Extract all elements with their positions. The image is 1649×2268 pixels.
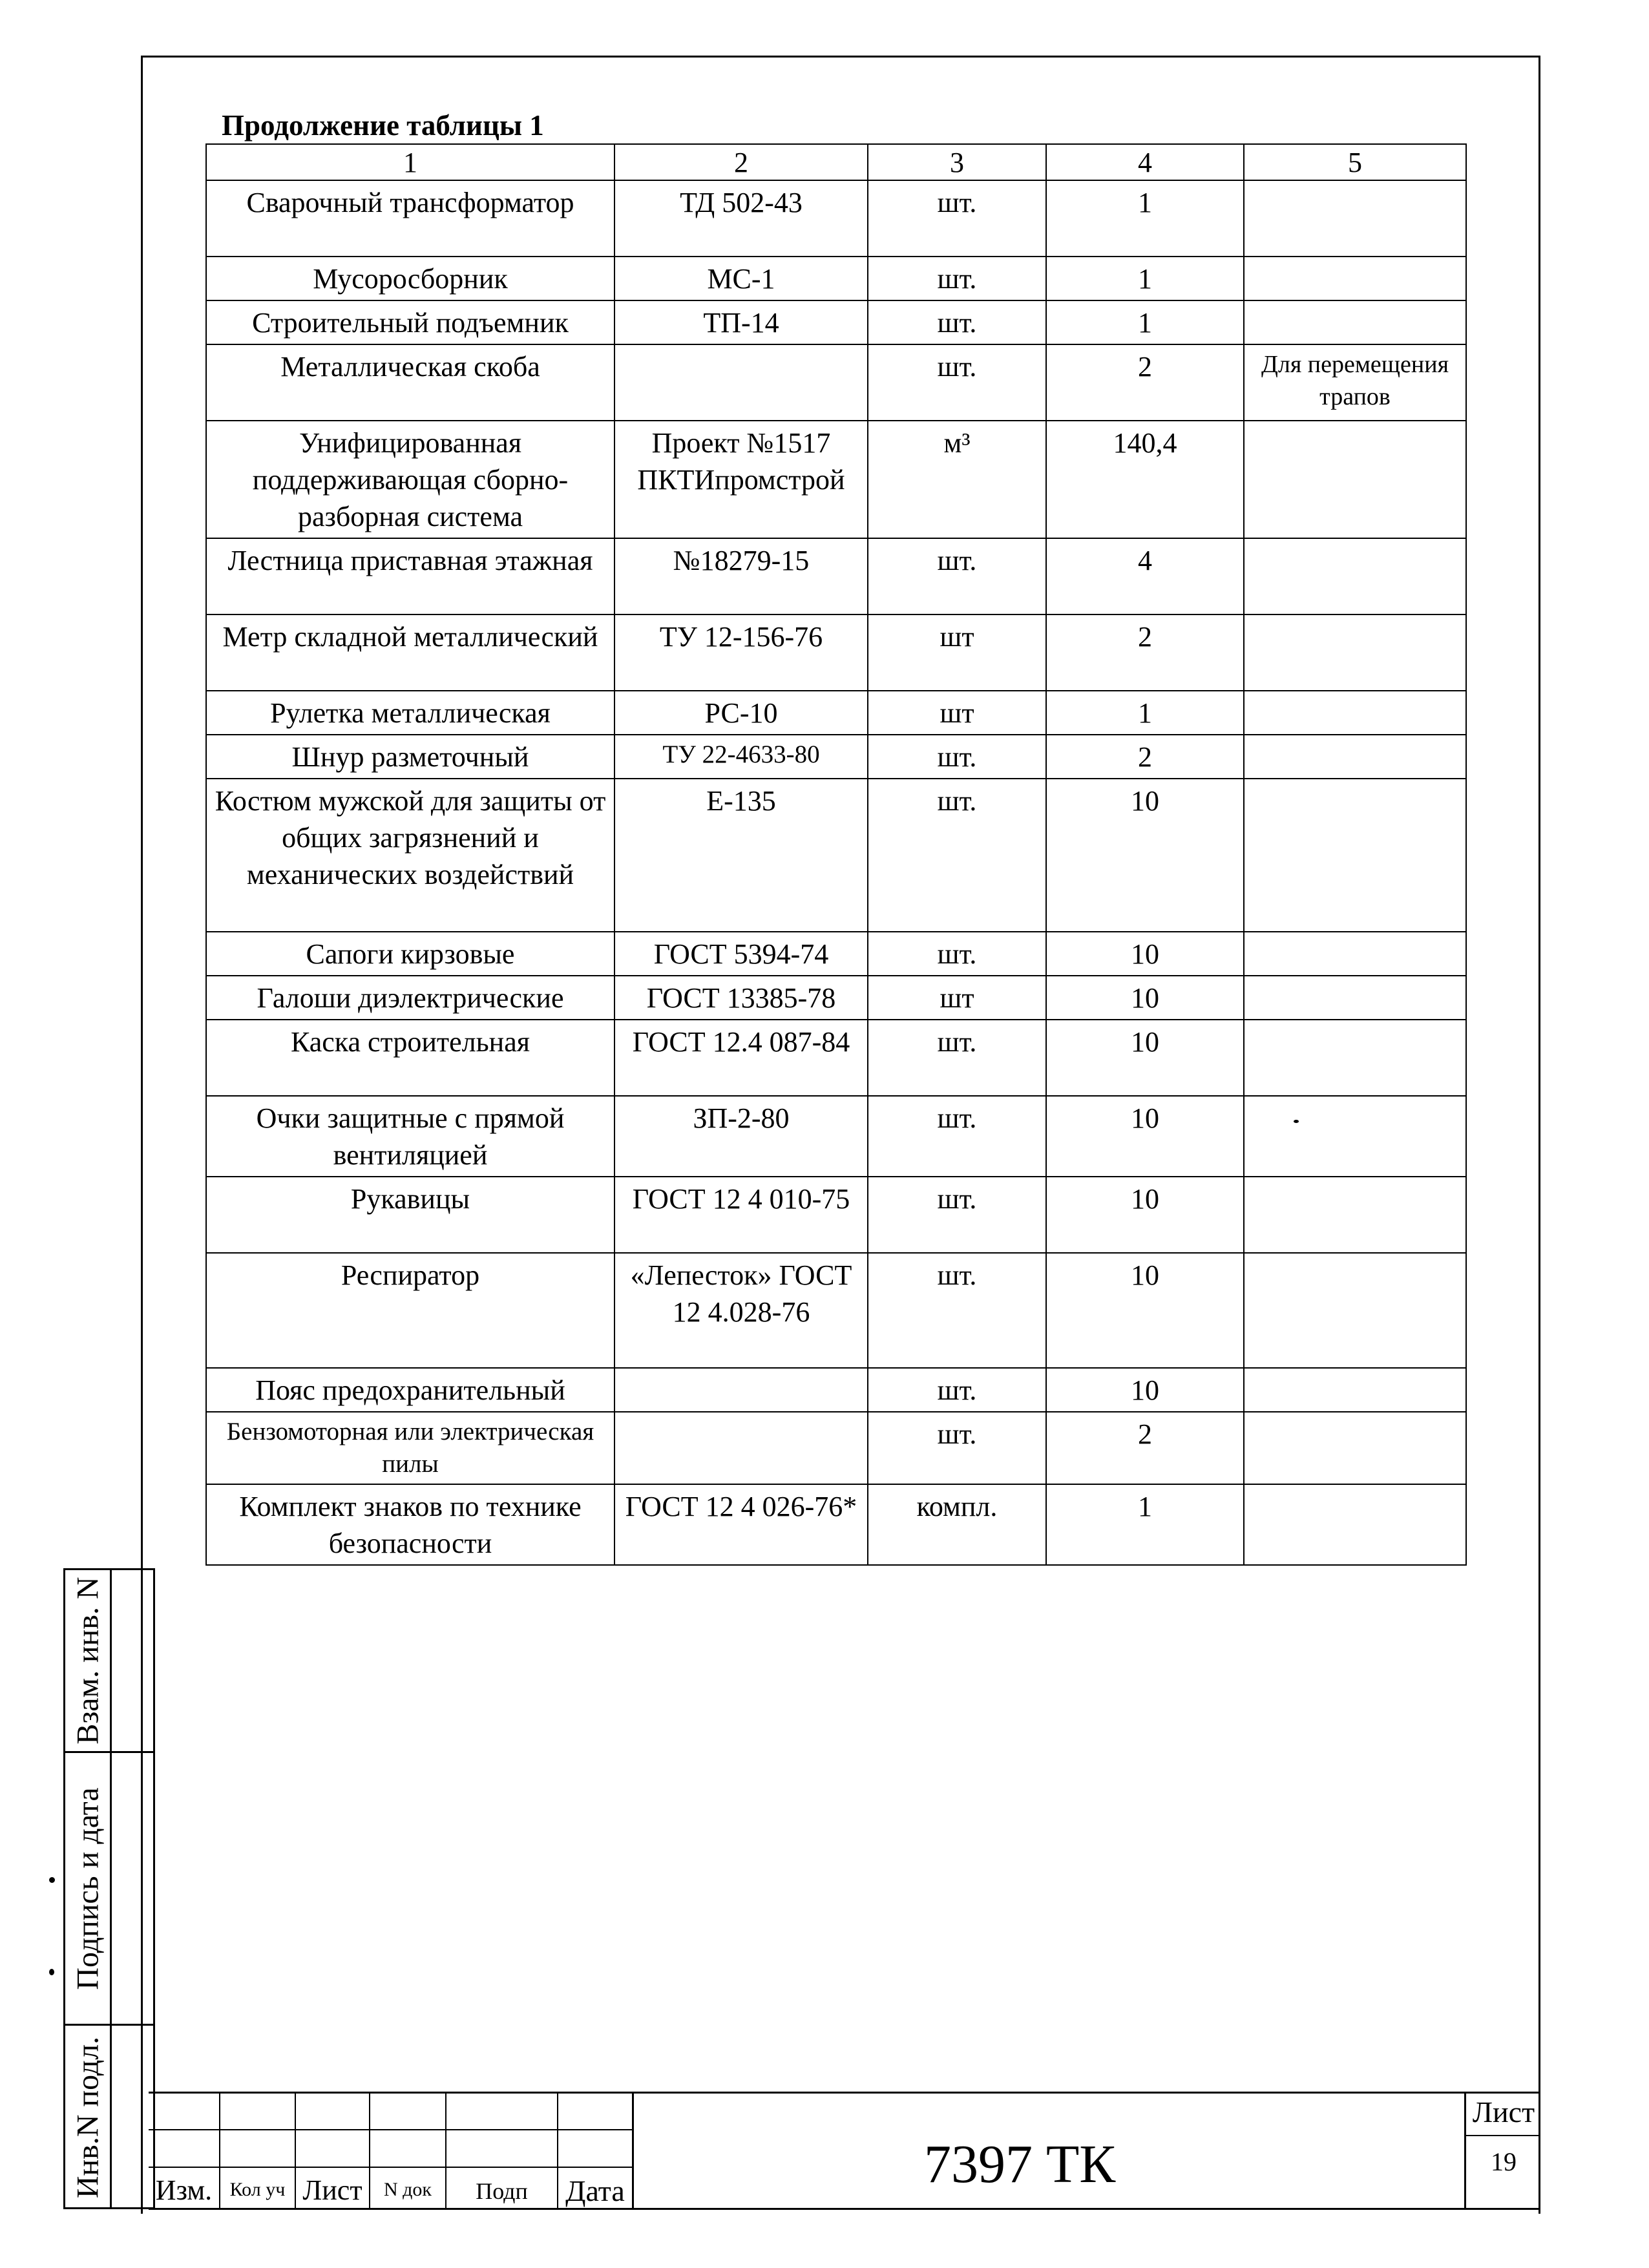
item-unit: шт.: [868, 300, 1046, 344]
item-unit: шт: [868, 691, 1046, 735]
table-row: [206, 300, 1466, 344]
equipment-table: [205, 143, 1467, 1566]
side-label-box: [65, 1753, 112, 2024]
column-header: 4: [1046, 144, 1244, 180]
side-cell-inv-orig: [65, 2026, 153, 2209]
scan-speck: [49, 1969, 54, 1975]
item-unit: шт.: [868, 779, 1046, 932]
item-unit: шт.: [868, 1096, 1046, 1177]
grid-line: [149, 2129, 632, 2130]
column-header: 2: [614, 144, 868, 180]
item-unit: шт.: [868, 1253, 1046, 1368]
column-header: 5: [1244, 144, 1466, 180]
item-type: [614, 344, 868, 421]
inv-orig-label: Инв.N подл.: [70, 2036, 105, 2199]
item-unit: компл.: [868, 1484, 1046, 1565]
item-unit: шт.: [868, 1368, 1046, 1412]
sign-date-label: Подпись и дата: [70, 1787, 105, 1990]
item-qty: 1: [1046, 1484, 1244, 1565]
item-note: [1244, 1177, 1466, 1253]
item-type: «Лепесток» ГОСТ 12 4.028-76: [614, 1253, 868, 1368]
grid-line: [149, 2208, 1540, 2210]
item-type: ТУ 22-4633-80: [614, 735, 868, 779]
col-date-label: Дата: [565, 2174, 625, 2207]
item-type: [614, 1368, 868, 1412]
item-name: Каска строительная: [206, 1020, 614, 1096]
col-kol-label: Кол уч: [229, 2179, 286, 2200]
item-qty: 4: [1046, 538, 1244, 614]
item-name: Очки защитные с прямой вентиляцией: [206, 1096, 614, 1177]
item-unit: шт: [868, 976, 1046, 1020]
table-row: [206, 1177, 1466, 1253]
item-name: Пояс предохранительный: [206, 1368, 614, 1412]
item-type: ТУ 12-156-76: [614, 614, 868, 691]
item-unit: шт.: [868, 1412, 1046, 1484]
item-note: [1244, 1484, 1466, 1565]
column-header: 1: [206, 144, 614, 180]
item-name: Бензомоторная или электрическая пилы: [206, 1412, 614, 1484]
item-qty: 2: [1046, 344, 1244, 421]
item-type: МС-1: [614, 257, 868, 300]
title-block: [149, 2092, 1540, 2208]
item-note: [1244, 1368, 1466, 1412]
item-type: ГОСТ 13385-78: [614, 976, 868, 1020]
item-type: ГОСТ 12 4 010-75: [614, 1177, 868, 1253]
item-type: Е-135: [614, 779, 868, 932]
item-qty: 10: [1046, 779, 1244, 932]
item-name: Метр складной металлический: [206, 614, 614, 691]
table-header-row: [206, 144, 1466, 180]
item-type: №18279-15: [614, 538, 868, 614]
item-qty: 10: [1046, 932, 1244, 976]
side-cell-sign-date: [65, 1753, 153, 2026]
item-unit: шт: [868, 614, 1046, 691]
item-type: Проект №1517 ПКТИпромстрой: [614, 421, 868, 538]
table-caption: Продолжение таблицы 1: [222, 109, 544, 142]
column-header: 3: [868, 144, 1046, 180]
item-type: [614, 1412, 868, 1484]
item-note: [1244, 1096, 1466, 1177]
table-row: [206, 1412, 1466, 1484]
table-row: [206, 735, 1466, 779]
table-row: [206, 1020, 1466, 1096]
item-qty: 2: [1046, 1412, 1244, 1484]
table-row: [206, 932, 1466, 976]
item-type: ГОСТ 12 4 026-76*: [614, 1484, 868, 1565]
table-row: [206, 614, 1466, 691]
item-name: Галоши диэлектрические: [206, 976, 614, 1020]
item-unit: шт.: [868, 538, 1046, 614]
table-row: [206, 976, 1466, 1020]
item-unit: шт.: [868, 1020, 1046, 1096]
item-unit: шт.: [868, 257, 1046, 300]
table-row: [206, 779, 1466, 932]
item-note: [1244, 421, 1466, 538]
table-row: [206, 344, 1466, 421]
item-qty: 1: [1046, 300, 1244, 344]
table-row: [206, 691, 1466, 735]
grid-line: [149, 2167, 632, 2168]
table-row: [206, 1096, 1466, 1177]
sheet-number: 19: [1491, 2147, 1517, 2176]
item-note: [1244, 257, 1466, 300]
item-note: [1244, 614, 1466, 691]
item-qty: 1: [1046, 691, 1244, 735]
item-name: Рукавицы: [206, 1177, 614, 1253]
scan-speck: [49, 1877, 55, 1883]
item-unit: шт.: [868, 344, 1046, 421]
item-name: Костюм мужской для защиты от общих загрязнений и механических воздействий: [206, 779, 614, 932]
item-name: Лестница приставная этажная: [206, 538, 614, 614]
item-note: [1244, 691, 1466, 735]
item-qty: 1: [1046, 180, 1244, 257]
item-note: [1244, 779, 1466, 932]
item-type: ГОСТ 12.4 087-84: [614, 1020, 868, 1096]
item-note: [1244, 976, 1466, 1020]
item-name: Унифицированная поддерживающая сборно-разборная система: [206, 421, 614, 538]
table-row: [206, 257, 1466, 300]
item-qty: 1: [1046, 257, 1244, 300]
item-type: ТП-14: [614, 300, 868, 344]
item-type: ГОСТ 5394-74: [614, 932, 868, 976]
item-qty: 2: [1046, 735, 1244, 779]
item-name: Строительный подъемник: [206, 300, 614, 344]
item-name: Рулетка металлическая: [206, 691, 614, 735]
item-qty: 10: [1046, 976, 1244, 1020]
item-note: [1244, 1020, 1466, 1096]
item-type: ТД 502-43: [614, 180, 868, 257]
side-label-box: [65, 1570, 112, 1751]
sheet-label: Лист: [1472, 2095, 1535, 2128]
col-izm-label: Изм.: [155, 2174, 213, 2206]
item-qty: 140,4: [1046, 421, 1244, 538]
item-unit: шт.: [868, 932, 1046, 976]
item-note: [1244, 300, 1466, 344]
item-qty: 10: [1046, 1177, 1244, 1253]
item-unit: шт.: [868, 735, 1046, 779]
table-row: [206, 1253, 1466, 1368]
item-unit: шт.: [868, 1177, 1046, 1253]
item-name: Сварочный трансформатор: [206, 180, 614, 257]
item-note: [1244, 1412, 1466, 1484]
item-note: [1244, 1253, 1466, 1368]
item-name: Шнур разметочный: [206, 735, 614, 779]
item-name: Сапоги кирзовые: [206, 932, 614, 976]
col-podp-label: Подп: [476, 2178, 528, 2204]
item-qty: 10: [1046, 1368, 1244, 1412]
item-unit: шт.: [868, 180, 1046, 257]
replace-inv-label: Взам. инв. N: [70, 1577, 105, 1745]
item-name: Респиратор: [206, 1253, 614, 1368]
item-note: Для перемещения трапов: [1244, 344, 1466, 421]
table-row: [206, 421, 1466, 538]
col-list-label: Лист: [302, 2174, 362, 2206]
col-ndok-label: N док: [383, 2179, 432, 2200]
item-qty: 2: [1046, 614, 1244, 691]
grid-line: [632, 2094, 634, 2210]
item-name: Металлическая скоба: [206, 344, 614, 421]
item-note: [1244, 735, 1466, 779]
table-row: [206, 538, 1466, 614]
item-note: [1244, 932, 1466, 976]
scan-speck: [1294, 1120, 1299, 1123]
item-note: [1244, 538, 1466, 614]
item-unit: м³: [868, 421, 1046, 538]
item-name: Мусоросборник: [206, 257, 614, 300]
item-qty: 10: [1046, 1253, 1244, 1368]
item-qty: 10: [1046, 1096, 1244, 1177]
item-name: Комплект знаков по технике безопасности: [206, 1484, 614, 1565]
table-row: [206, 1484, 1466, 1565]
table-row: [206, 180, 1466, 257]
item-type: ЗП-2-80: [614, 1096, 868, 1177]
document-code: 7397 ТК: [924, 2134, 1116, 2194]
table-row: [206, 1368, 1466, 1412]
item-qty: 10: [1046, 1020, 1244, 1096]
side-cell-replace-inv: [65, 1570, 153, 1753]
item-note: [1244, 180, 1466, 257]
side-label-box: [65, 2026, 112, 2209]
item-type: РС-10: [614, 691, 868, 735]
side-stamp: [63, 1568, 155, 2209]
